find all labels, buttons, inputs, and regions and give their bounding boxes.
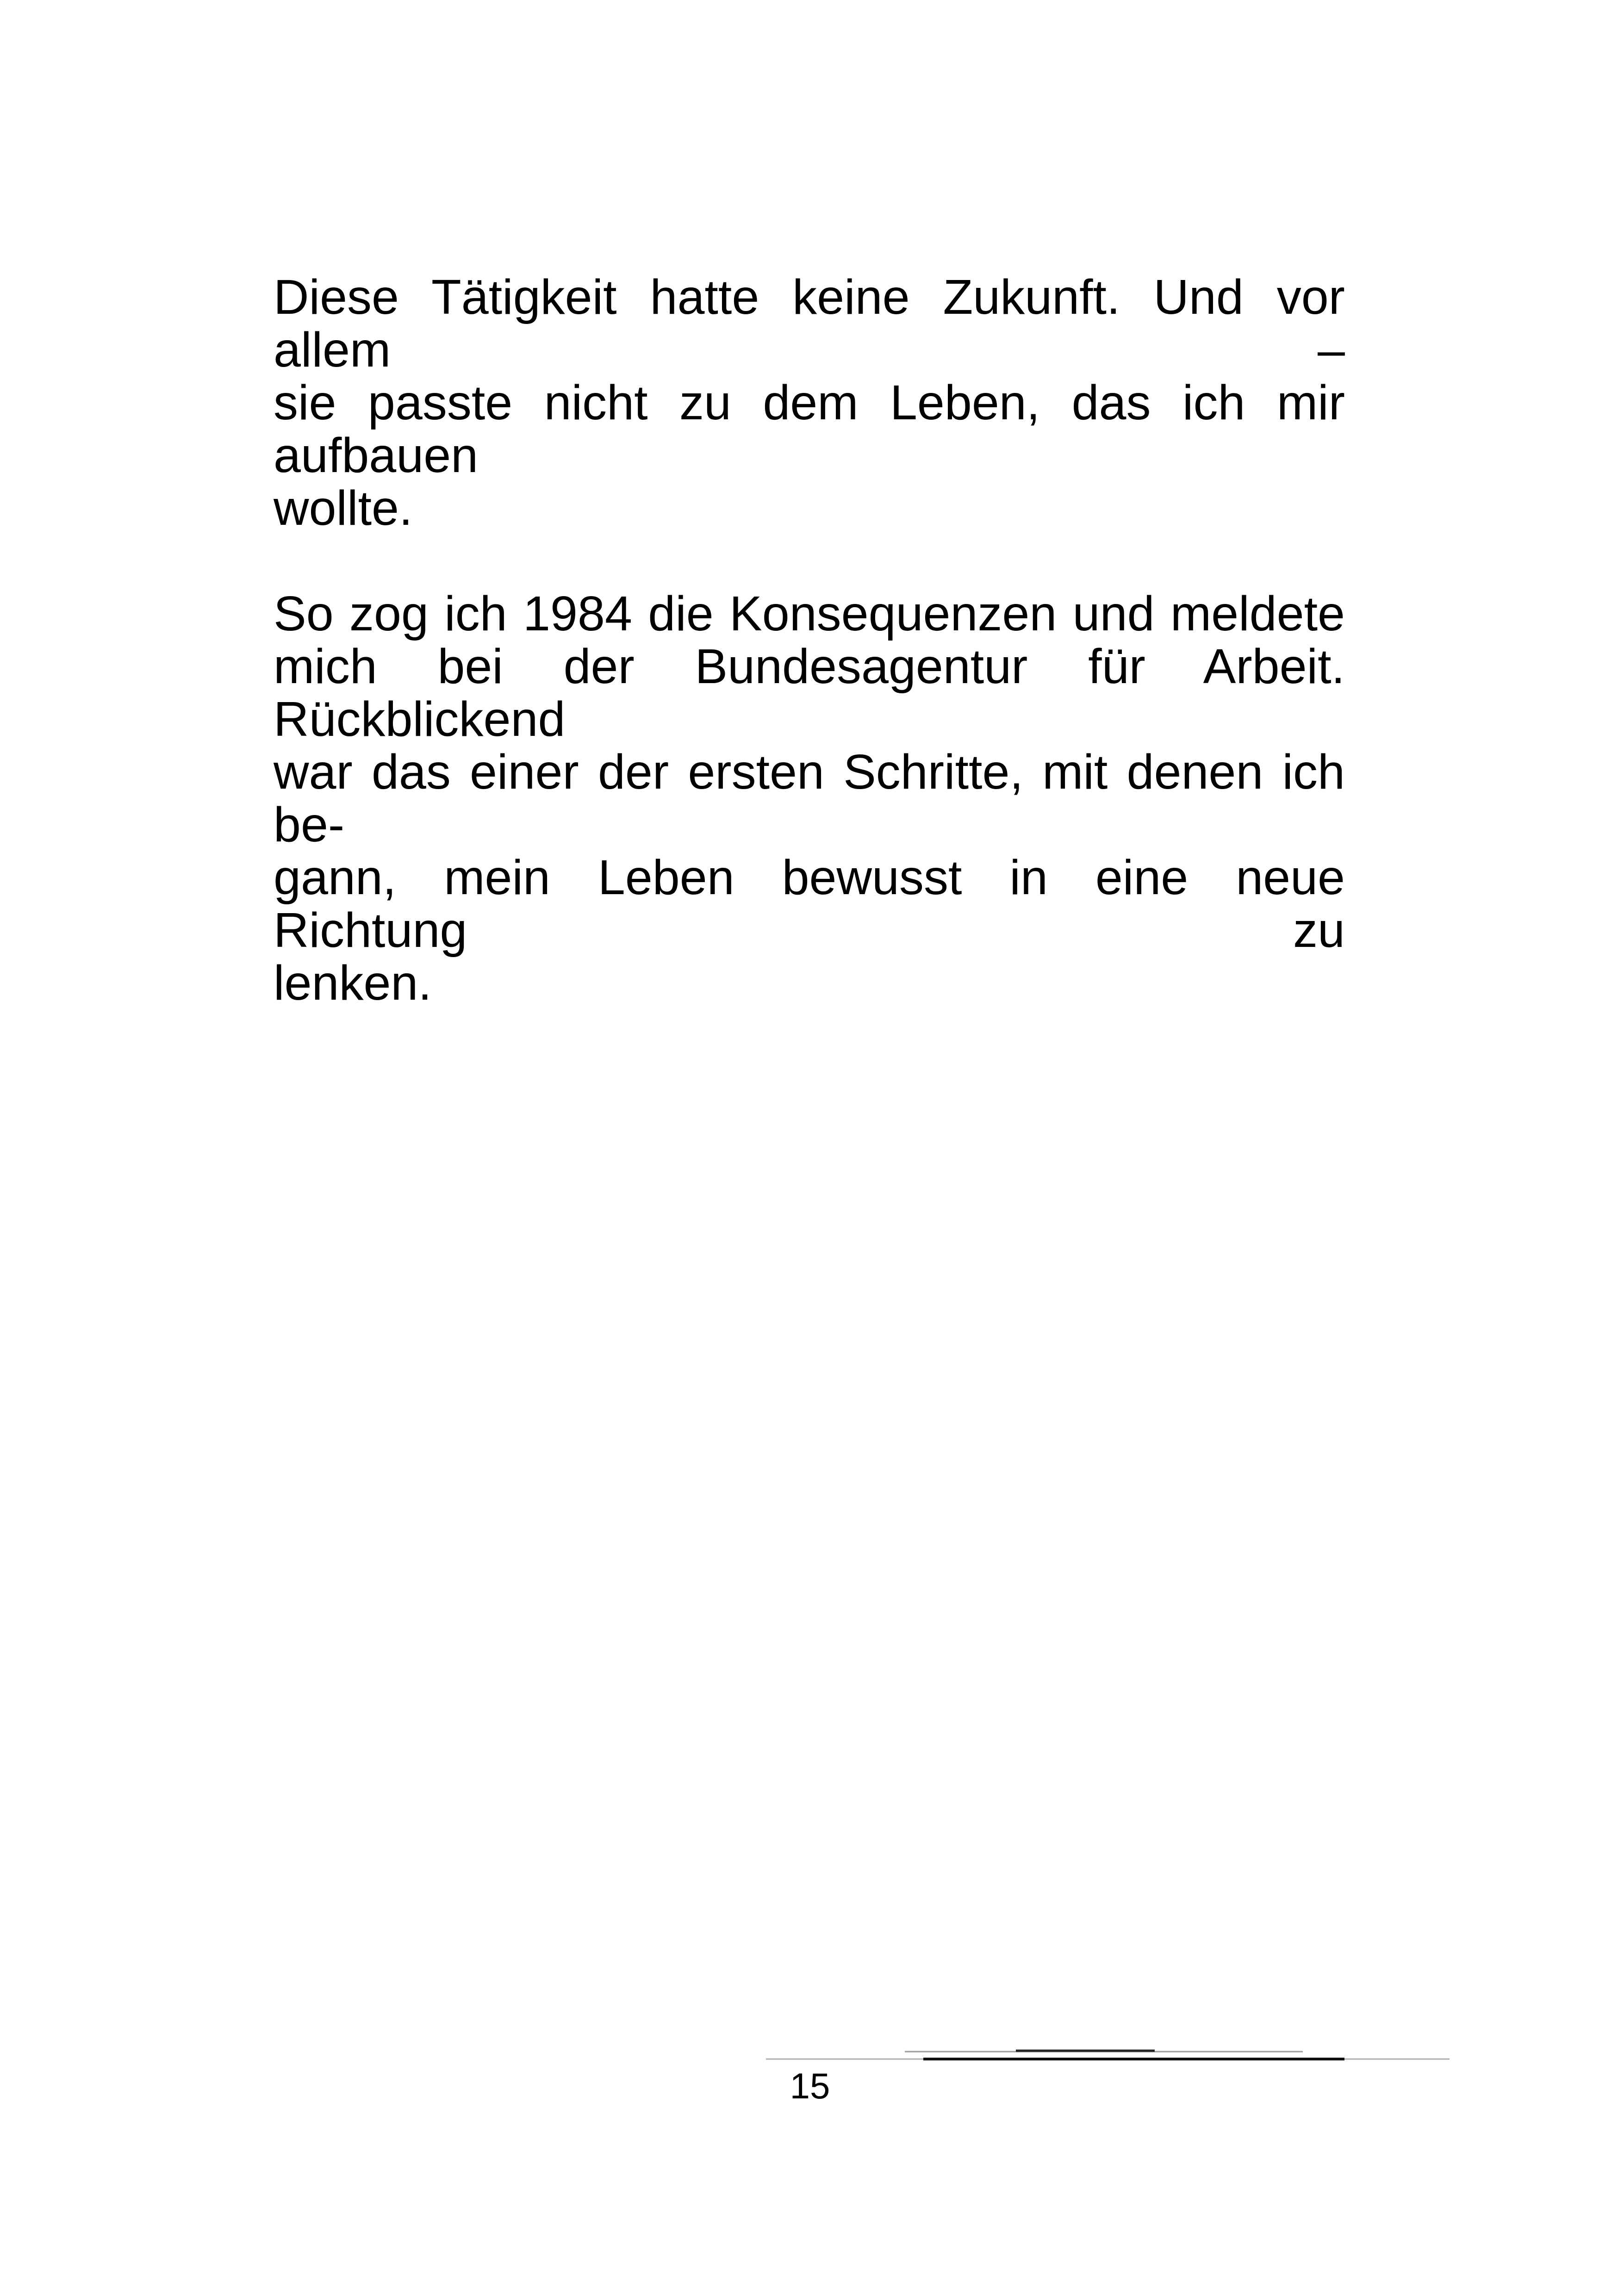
text-line: Diese Tätigkeit hatte keine Zukunft. Und vor allem – <box>274 270 1345 377</box>
text-line: wollte. <box>274 481 413 535</box>
paragraph-1 <box>274 271 1345 535</box>
text-line: war das einer der ersten Schritte, mit denen ich be- <box>274 745 1345 852</box>
paragraph-2 <box>274 587 1345 1009</box>
text-line: lenken. <box>274 956 432 1010</box>
page-number: 15 <box>790 2066 830 2106</box>
body-text <box>274 271 1345 1009</box>
footer-rule <box>766 2048 1450 2066</box>
text-line: So zog ich 1984 die Konsequenzen und meldete <box>274 586 1345 641</box>
text-line: sie passte nicht zu dem Leben, das ich mir aufbauen <box>274 375 1345 483</box>
text-line: mich bei der Bundesagentur für Arbeit. Rückblickend <box>274 639 1345 747</box>
text-line: gann, mein Leben bewusst in eine neue Richtung zu <box>274 850 1345 958</box>
